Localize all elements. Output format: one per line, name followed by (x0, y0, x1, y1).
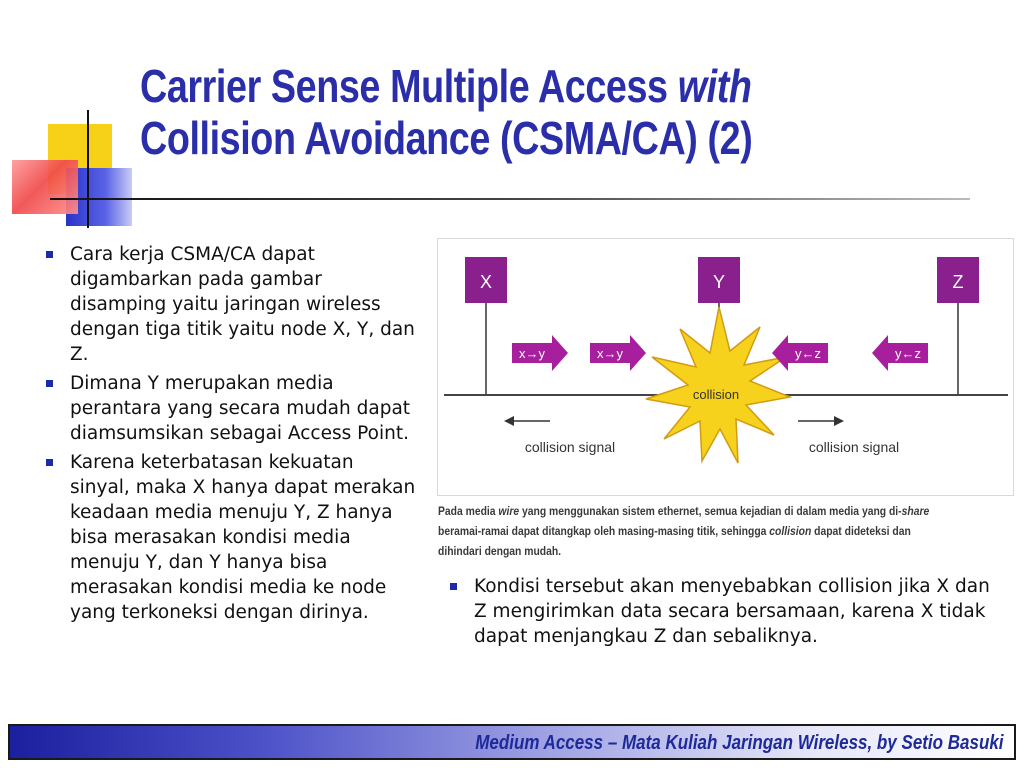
node-z (937, 257, 979, 303)
caption-em: collision (769, 526, 812, 538)
title-with: with (677, 60, 752, 112)
bullet-item: Karena keterbatasan kekuatan sinyal, maka X hanya dapat merakan keadaan media menuju Y, Z hanya bisa merasakan kondisi media menuju Y, dan Y hanya bisa merasakan kondisi media ke node yang terkoneksi dengan dirinya. (44, 450, 416, 625)
caption-em: share (901, 506, 930, 518)
title-line-1: Carrier Sense Multiple Access (140, 60, 668, 112)
diagram-svg (438, 239, 1013, 495)
bullet-item: Kondisi tersebut akan menyebabkan collision jika X dan Z mengirimkan data secara bersamaan, karena X tidak dapat menjangkau Z dan sebaliknya. (448, 574, 1008, 649)
caption-text: yang menggunakan sistem ethernet, semua kejadian di dalam media yang di- (519, 506, 902, 518)
node-x-label: X (479, 272, 493, 292)
arrow-label: y←z (795, 346, 821, 361)
arrow-x-to-y-1 (512, 335, 568, 371)
collision-burst (646, 307, 790, 463)
collision-signal-label: collision signal (524, 439, 616, 455)
arrow-label: x→y (519, 346, 545, 361)
arrow-x-to-y-2 (590, 335, 646, 371)
node-y-label: Y (712, 272, 726, 292)
footer-text: Medium Access – Mata Kuliah Jaringan Wireless, by Setio Basuki (475, 732, 1004, 754)
arrow-z-to-y-2 (872, 335, 928, 371)
arrow-label: y←z (895, 346, 921, 361)
arrow-z-to-y-1 (772, 335, 828, 371)
logo-vertical-line (87, 110, 89, 228)
collision-label: collision (692, 387, 740, 402)
caption-text: Pada media (438, 506, 499, 518)
collision-signal-left (504, 416, 615, 455)
diagram-caption (438, 502, 951, 562)
csma-ca-diagram (437, 238, 1014, 496)
bullet-list-right (448, 574, 1008, 653)
bullet-item: Cara kerja CSMA/CA dapat digambarkan pada gambar disamping yaitu jaringan wireless dengan tiga titik yaitu node X, Y, dan Z. (44, 242, 416, 367)
logo-red-square (12, 160, 78, 214)
node-x (465, 257, 507, 303)
title-underline (50, 198, 970, 200)
caption-text: beramai-ramai dapat ditangkap oleh masing-masing titik, sehingga (438, 526, 770, 538)
caption-text: dapat dideteksi dan dihindari dengan mudah. (438, 526, 911, 558)
node-y (698, 257, 740, 303)
title-line-2: Collision Avoidance (CSMA/CA) (2) (140, 112, 753, 164)
node-z-label: Z (952, 272, 964, 292)
collision-signal-label: collision signal (808, 439, 900, 455)
arrow-label: x→y (597, 346, 623, 361)
bullet-item: Dimana Y merupakan media perantara yang secara mudah dapat diamsumsikan sebagai Access Point. (44, 371, 416, 446)
footer-bar (8, 724, 1016, 760)
slide-title (140, 60, 829, 164)
bullet-list-left (44, 242, 416, 629)
collision-signal-right (798, 416, 899, 455)
caption-em: wire (498, 506, 520, 518)
